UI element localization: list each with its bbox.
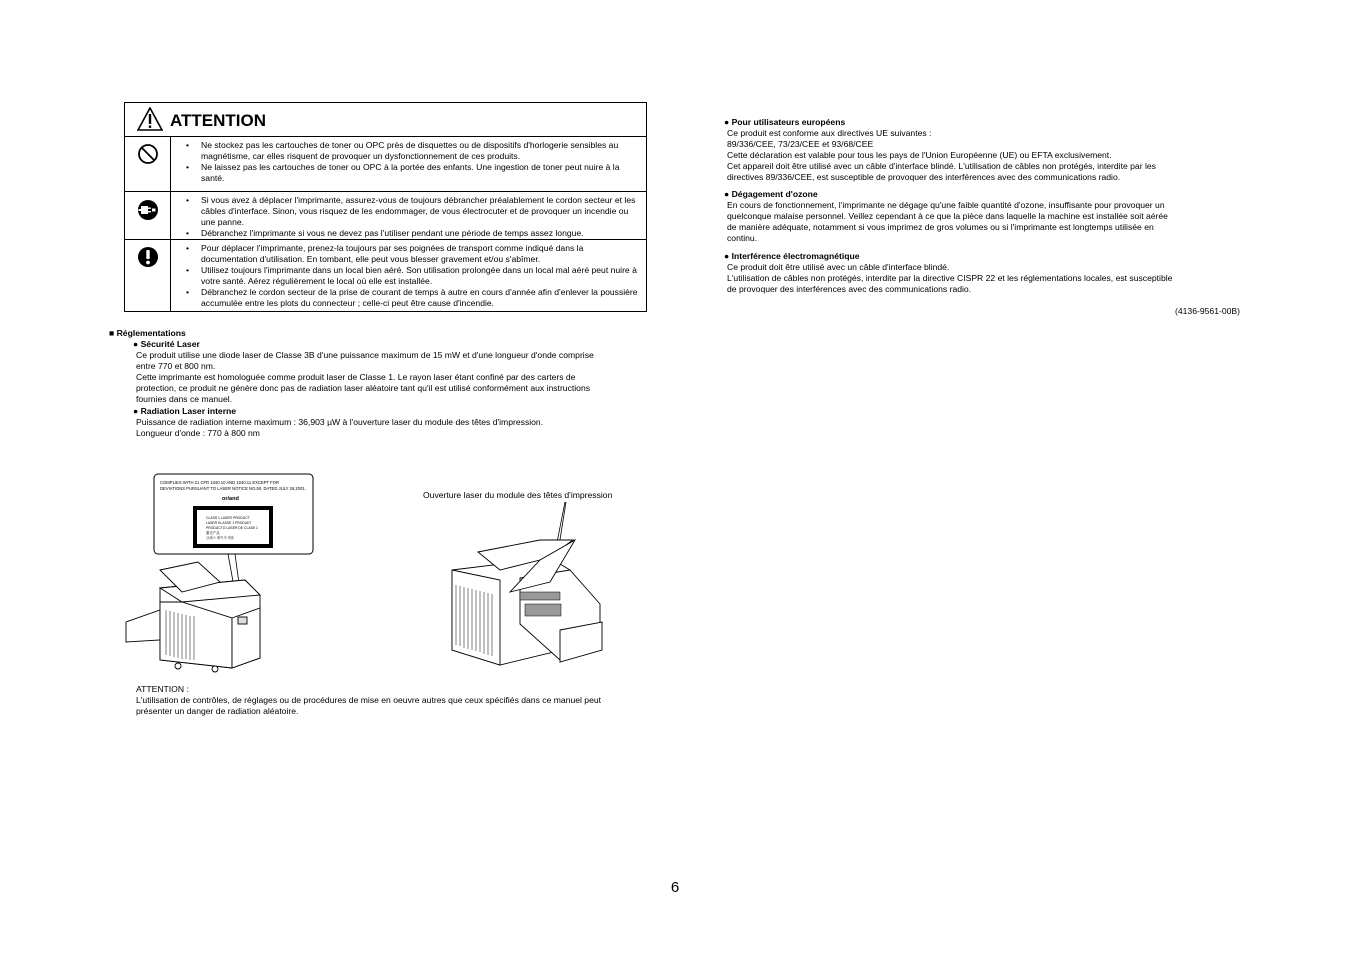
plate-line: LASER KLASSE 1 PRODUKT [206,521,252,525]
text-line: Ce produit est conforme aux directives UE suivantes : [727,128,932,138]
laser-label-figure [120,470,320,675]
european-users-heading: ● Pour utilisateurs européens [724,117,846,127]
text-line: continu. [727,233,758,243]
unplug-icon [137,199,159,221]
internal-radiation-text [136,417,676,439]
page-number: 6 [670,879,680,896]
text-line: En cours de fonctionnement, l'imprimante ne dégage qu'une faible quantité d'ozone, insuffisante pour provoquer un [727,200,1165,210]
list-item: • Débranchez l'imprimante si vous ne devez pas l'utiliser pendant une période de temps assez longue. [170,228,638,239]
label-or-and: or/and [222,496,239,502]
exclamation-icon [137,246,159,268]
attention-title: ATTENTION [170,111,267,130]
text-line: Cette imprimante est homologuée comme produit laser de Classe 1. Le rayon laser étant confiné par des carters de [136,372,576,382]
attention-row-unplug [125,192,646,240]
list-item: • Ne stockez pas les cartouches de toner ou OPC près de disquettes ou de dispositifs d'horlogerie sensibles au magnétisme, car elles risquent de provoquer un dysfonctionnement de ces produits. [170,140,638,162]
european-users-text [727,128,1237,183]
text-line: Cet appareil doit être utilisé avec un câble d'interface blindé. L'utilisation de câbles non protégés, interdite par les [727,161,1156,171]
text-line: Ce produit utilise une diode laser de Classe 3B d'une puissance maximum de 15 mW et d'une longueur d'onde comprise [136,350,594,360]
warning-triangle-icon [137,107,163,131]
text-line: de provoquer des interférences avec des communications radio. [727,284,972,294]
list-item: • Ne laissez pas les cartouches de toner ou OPC à la portée des enfants. Une ingestion de toner peut nuire à la santé. [170,162,638,184]
printer-illustration [126,562,260,672]
text-line: L'utilisation de câbles non protégés, interdite par la directive CISPR 22 et les réglementations locales, est susceptible [727,273,1173,283]
regulations-heading: ■ Réglementations [109,328,186,338]
printer-illustration [452,540,602,665]
laser-safety-text [136,350,676,405]
attention-header [125,103,646,137]
list-item: • Débranchez le cordon secteur de la prise de courant de temps à autre en cours d'année afin d'enlever la poussière accumulée entre les plots du connecteur ; celle-ci peut être cause d'incendie. [170,287,638,309]
plate-line: 클래스 레이저 제품 [206,536,235,540]
text-line: présenter un danger de radiation aléatoire. [136,706,299,716]
emi-heading: ● Interférence électromagnétique [724,251,860,261]
plate-line: PRODUCTO LASER DE CLASE 1 [206,526,258,530]
laser-safety-heading: ● Sécurité Laser [133,339,200,349]
internal-radiation-heading: ● Radiation Laser interne [133,406,237,416]
list-item: • Si vous avez à déplacer l'imprimante, assurez-vous de toujours débrancher préalablement le cordon secteur et les câbles d'interface. Sinon, vous risquez de les endommager, de vous électrocuter et de provoquer un incendie ou une panne. [170,195,638,228]
attention-list [170,140,638,184]
laser-aperture-caption: Ouverture laser du module des têtes d'impression [423,490,613,500]
text-line: entre 770 et 800 nm. [136,361,216,371]
emi-text [727,262,1237,295]
label-compliance-line-1: COMPLIES WITH 21 CFR 1040.10 AND 1040.11 EXCEPT FOR [160,480,279,485]
text-line: Cette déclaration est valable pour tous les pays de l'Union Européenne (UE) ou EFTA exclusivement. [727,150,1112,160]
text-line: directives 89/336/CEE, est susceptible de provoquer des interférences avec des communications radio. [727,172,1121,182]
ozone-heading: ● Dégagement d'ozone [724,189,818,199]
text-line: Puissance de radiation interne maximum : 36,903 µW à l'ouverture laser du module des têtes d'impression. [136,417,544,427]
plate-line: CLASS 1 LASER PRODUCT [206,516,250,520]
list-item: • Pour déplacer l'imprimante, prenez-la toujours par ses poignées de transport comme indiqué dans la documentation d'utilisation. En tombant, elle peut vous blesser gravement et/ou s'abîmer. [170,243,638,265]
attention-list [170,195,638,239]
open-printer-figure [440,500,615,670]
text-line: L'utilisation de contrôles, de réglages ou de procédures de mise en oeuvre autres que ceux spécifiés dans ce manuel peut [136,695,602,705]
attention-list [170,243,638,309]
label-compliance-line-2: DEVIATIONS PURSUANT TO LASER NOTICE NO.50, DATED JULY 26,2001. [160,486,306,491]
caution-block [136,684,676,717]
text-line: quelconque malaise personnel. Veillez cependant à ce que la pièce dans laquelle la machine est installée soit aérée [727,211,1168,221]
plate-line: 激光产品 [206,531,220,535]
text-line: protection, ce produit ne génère donc pas de radiation laser aléatoire tant qu'il est utilisé conformément aux instructions [136,383,591,393]
text-line: Ce produit doit être utilisé avec un câble d'interface blindé. [727,262,950,272]
attention-row-storage [125,137,646,192]
list-item: • Utilisez toujours l'imprimante dans un local bien aéré. Son utilisation prolongée dans un local mal aéré peut nuire à votre santé. Aérez régulièrement le local où elle est installée. [170,265,638,287]
attention-box [124,102,647,312]
caution-title: ATTENTION : [136,684,189,694]
ozone-text [727,200,1237,244]
text-line: Longueur d'onde : 770 à 800 nm [136,428,260,438]
text-line: 89/336/CEE, 73/23/CEE et 93/68/CEE [727,139,874,149]
prohibition-icon [137,143,159,165]
text-line: fournies dans ce manuel. [136,394,233,404]
document-code: (4136-9561-00B) [1175,306,1240,316]
text-line: de manière adéquate, notamment si vous imprimez de gros volumes ou si l'imprimante est longtemps utilisée en [727,222,1154,232]
attention-row-handling [125,240,646,312]
